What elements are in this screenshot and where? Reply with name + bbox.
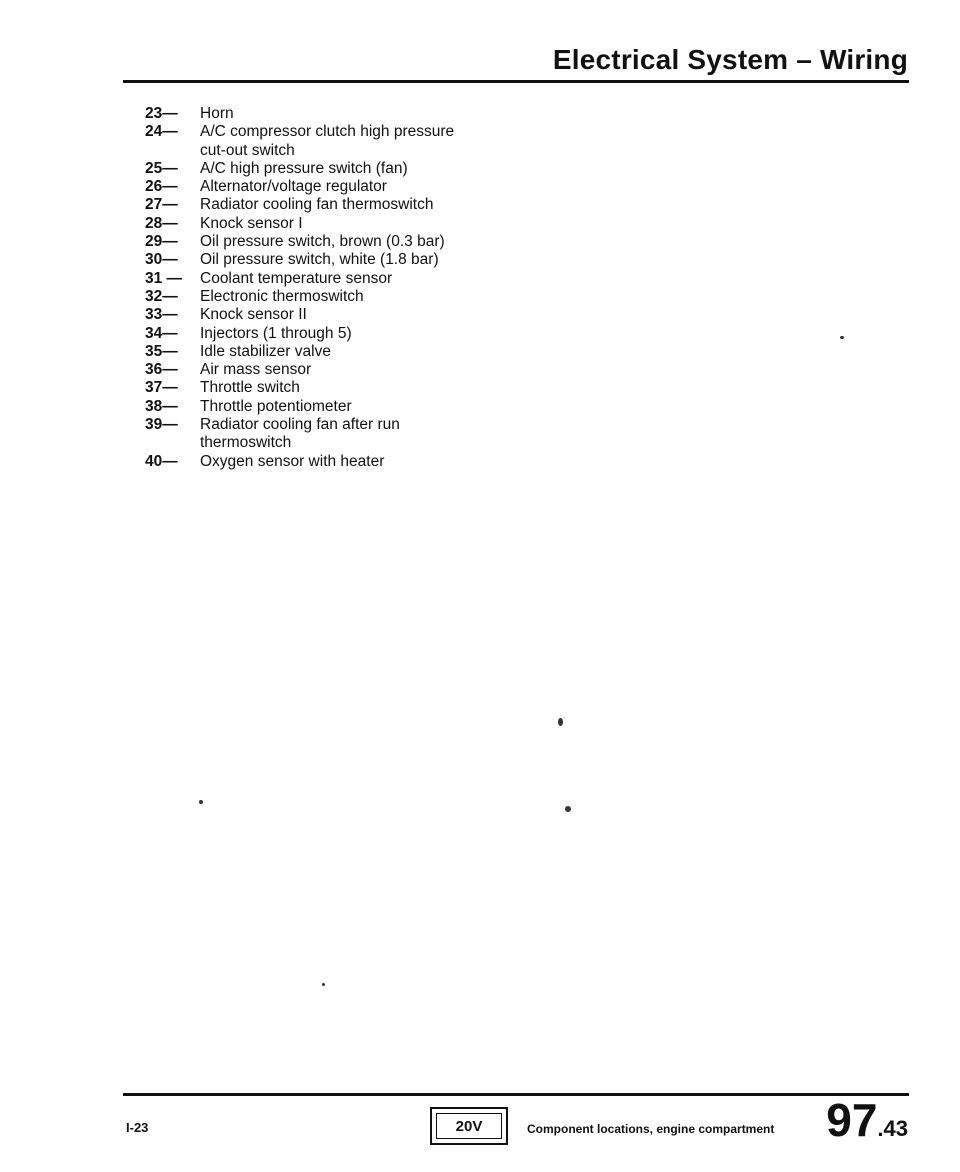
legend-item xyxy=(145,251,565,269)
legend-item xyxy=(145,270,565,288)
legend-item-text xyxy=(200,105,565,123)
legend-item-line: Radiator cooling fan thermoswitch xyxy=(200,196,434,214)
legend-item xyxy=(145,325,565,343)
page-header-title: Electrical System – Wiring xyxy=(552,44,908,75)
legend-item xyxy=(145,105,565,123)
legend-item-number: 36— xyxy=(145,361,178,379)
legend-item-line: Throttle potentiometer xyxy=(200,397,352,415)
model-badge-label: 20V xyxy=(436,1113,502,1139)
legend-item-number: 39— xyxy=(145,416,178,434)
scan-speck xyxy=(322,983,325,986)
legend-item-number: 32— xyxy=(145,287,178,305)
legend-item-line: Knock sensor I xyxy=(200,214,303,232)
legend-item-text xyxy=(200,325,565,343)
legend-item xyxy=(145,123,565,160)
scan-speck xyxy=(199,800,203,804)
component-legend-list xyxy=(145,105,565,471)
legend-item-text xyxy=(200,453,565,471)
model-badge xyxy=(430,1107,508,1145)
legend-item-line: Air mass sensor xyxy=(200,361,312,379)
legend-item-text xyxy=(200,343,565,361)
legend-item xyxy=(145,215,565,233)
legend-item-number: 28— xyxy=(145,214,178,232)
legend-item-line: Oil pressure switch, brown (0.3 bar) xyxy=(200,233,445,251)
legend-item-text xyxy=(200,123,565,160)
legend-item xyxy=(145,343,565,361)
legend-item-text xyxy=(200,288,565,306)
legend-item-line: A/C high pressure switch (fan) xyxy=(200,159,408,177)
page-number-minor: .43 xyxy=(877,1116,908,1141)
legend-item xyxy=(145,160,565,178)
legend-item xyxy=(145,288,565,306)
legend-item-line: Knock sensor II xyxy=(200,306,307,324)
legend-item-line: Injectors (1 through 5) xyxy=(200,324,352,342)
page-number-major: 97 xyxy=(826,1094,878,1146)
legend-item-number: 30— xyxy=(145,251,178,269)
legend-item-line: Oxygen sensor with heater xyxy=(200,452,385,470)
legend-item-line: Horn xyxy=(200,105,234,122)
page-number xyxy=(826,1094,908,1146)
footer-rule xyxy=(123,1093,909,1096)
scan-speck xyxy=(558,718,563,726)
legend-item-number: 34— xyxy=(145,324,178,342)
legend-item-text xyxy=(200,160,565,178)
legend-item-line: Coolant temperature sensor xyxy=(200,269,393,287)
legend-item xyxy=(145,398,565,416)
legend-item-number: 27— xyxy=(145,196,178,214)
footer-section-title: Component locations, engine compartment xyxy=(527,1122,775,1136)
legend-item-line: Electronic thermoswitch xyxy=(200,287,364,305)
legend-item-number: 23— xyxy=(145,105,178,122)
legend-item-number: 31 — xyxy=(145,269,183,287)
legend-item-text xyxy=(200,361,565,379)
legend-item xyxy=(145,178,565,196)
legend-item xyxy=(145,453,565,471)
legend-item-number: 29— xyxy=(145,233,178,251)
legend-item-line: Throttle switch xyxy=(200,379,300,397)
legend-item-text xyxy=(200,178,565,196)
legend-item-number: 25— xyxy=(145,159,178,177)
legend-item xyxy=(145,379,565,397)
scan-speck xyxy=(840,336,844,339)
legend-item-line: Alternator/voltage regulator xyxy=(200,178,387,196)
legend-item-line: thermoswitch xyxy=(200,434,292,452)
legend-item-number: 35— xyxy=(145,342,178,360)
legend-item-text xyxy=(200,215,565,233)
legend-item-text xyxy=(200,196,565,214)
legend-item-number: 40— xyxy=(145,452,178,470)
legend-item xyxy=(145,196,565,214)
legend-item-text xyxy=(200,306,565,324)
legend-item-text xyxy=(200,251,565,269)
legend-item xyxy=(145,306,565,324)
legend-item-line: Oil pressure switch, white (1.8 bar) xyxy=(200,251,439,269)
legend-item-line: Radiator cooling fan after run xyxy=(200,416,400,434)
legend-item-number: 24— xyxy=(145,123,178,141)
legend-item-text xyxy=(200,379,565,397)
legend-item-number: 38— xyxy=(145,397,178,415)
legend-item-text xyxy=(200,270,565,288)
legend-item-number: 37— xyxy=(145,379,178,397)
legend-item-number: 33— xyxy=(145,306,178,324)
legend-item-text xyxy=(200,233,565,251)
page-reference: I-23 xyxy=(126,1120,149,1135)
legend-item-line: A/C compressor clutch high pressure xyxy=(200,123,455,141)
header-rule xyxy=(123,80,909,83)
legend-item-number: 26— xyxy=(145,178,178,196)
legend-item-text xyxy=(200,416,565,453)
legend-item xyxy=(145,361,565,379)
legend-item xyxy=(145,233,565,251)
legend-item-line: Idle stabilizer valve xyxy=(200,342,331,360)
legend-item xyxy=(145,416,565,453)
scan-speck xyxy=(565,806,571,812)
legend-item-text xyxy=(200,398,565,416)
legend-item-line: cut-out switch xyxy=(200,141,295,159)
